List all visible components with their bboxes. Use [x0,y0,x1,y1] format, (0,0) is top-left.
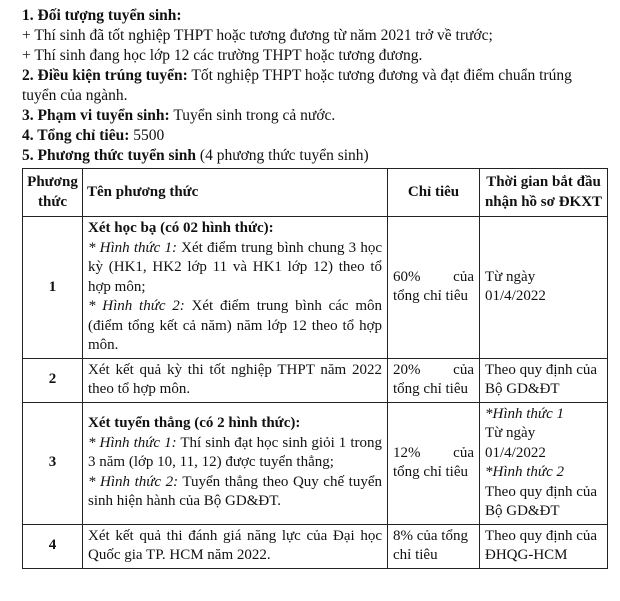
section-1-item: + Thí sinh đã tốt nghiệp THPT hoặc tương đương từ năm 2021 trở về trước; [22,27,493,44]
quota-cell: 8% của tổng chỉ tiêu [388,524,480,568]
table-header-row [23,169,608,217]
section-1-item: + Thí sinh đang học lớp 12 các trường THPT hoặc tương đương. [22,47,423,64]
quota-cell: 20% của tổng chỉ tiêu [388,358,480,402]
method-detail: * Hình thức 1: Xét điểm trung bình chung 3 học kỳ (HK1, HK2 lớp 11 và HK1 lớp 12) theo tổ hợp môn; [88,239,382,295]
header-quota: Chỉ tiêu [388,169,480,217]
start-time-cell: *Hình thức 1 Từ ngày 01/4/2022 *Hình thức 2 Theo quy định của Bộ GD&ĐT [480,402,608,524]
method-detail: * Hình thức 1: Thí sinh đạt học sinh giỏi 1 trong 3 năm (lớp 10, 11, 12) được tuyển thẳng; [88,434,382,471]
section-2: 2. Điều kiện trúng tuyển: Tốt nghiệp THPT hoặc tương đương và đạt điểm chuẩn trúng tuyển của ngành. [22,67,572,104]
table-row [23,402,608,524]
start-time-cell: Theo quy định của ĐHQG-HCM [480,524,608,568]
method-name-cell [83,402,388,524]
start-time-cell: Theo quy định của Bộ GD&ĐT [480,358,608,402]
table-row [23,217,608,359]
method-number: 1 [23,217,83,359]
quota-cell: 60% của tổng chỉ tiêu [388,217,480,359]
method-number: 2 [23,358,83,402]
section-4: 4. Tổng chỉ tiêu: 5500 [22,127,165,144]
method-title: Xét học bạ (có 02 hình thức): [88,220,274,236]
section-1-title: 1. Đối tượng tuyển sinh: [22,7,182,24]
table-row [23,524,608,568]
quota-cell: 12% của tổng chỉ tiêu [388,402,480,524]
method-name-cell: Xét kết quả thi đánh giá năng lực của Đại học Quốc gia TP. HCM năm 2022. [83,524,388,568]
method-number: 4 [23,524,83,568]
section-5: 5. Phương thức tuyển sinh (4 phương thức tuyển sinh) [22,147,369,164]
admission-methods-table [22,168,608,569]
header-method-name: Tên phương thức [83,169,388,217]
method-title: Xét tuyển thẳng (có 2 hình thức): [88,415,301,432]
header-start-time: Thời gian bắt đầu nhận hồ sơ ĐKXT [480,169,608,217]
header-method: Phương thức [23,169,83,217]
method-detail: * Hình thức 2: Xét điểm trung bình các môn (điểm tổng kết cả năm) năm lớp 12 theo tổ hợp môn. [88,298,382,353]
section-3: 3. Phạm vi tuyển sinh: Tuyển sinh trong cả nước. [22,107,336,124]
start-time-cell: Từ ngày 01/4/2022 [480,217,608,359]
method-number: 3 [23,402,83,524]
method-name-cell [83,217,388,359]
method-name-cell: Xét kết quả kỳ thi tốt nghiệp THPT năm 2022 theo tổ hợp môn. [83,358,388,402]
method-detail: * Hình thức 2: Tuyển thẳng theo Quy chế tuyển sinh hiện hành của Bộ GD&ĐT. [88,473,382,510]
table-row [23,358,608,402]
